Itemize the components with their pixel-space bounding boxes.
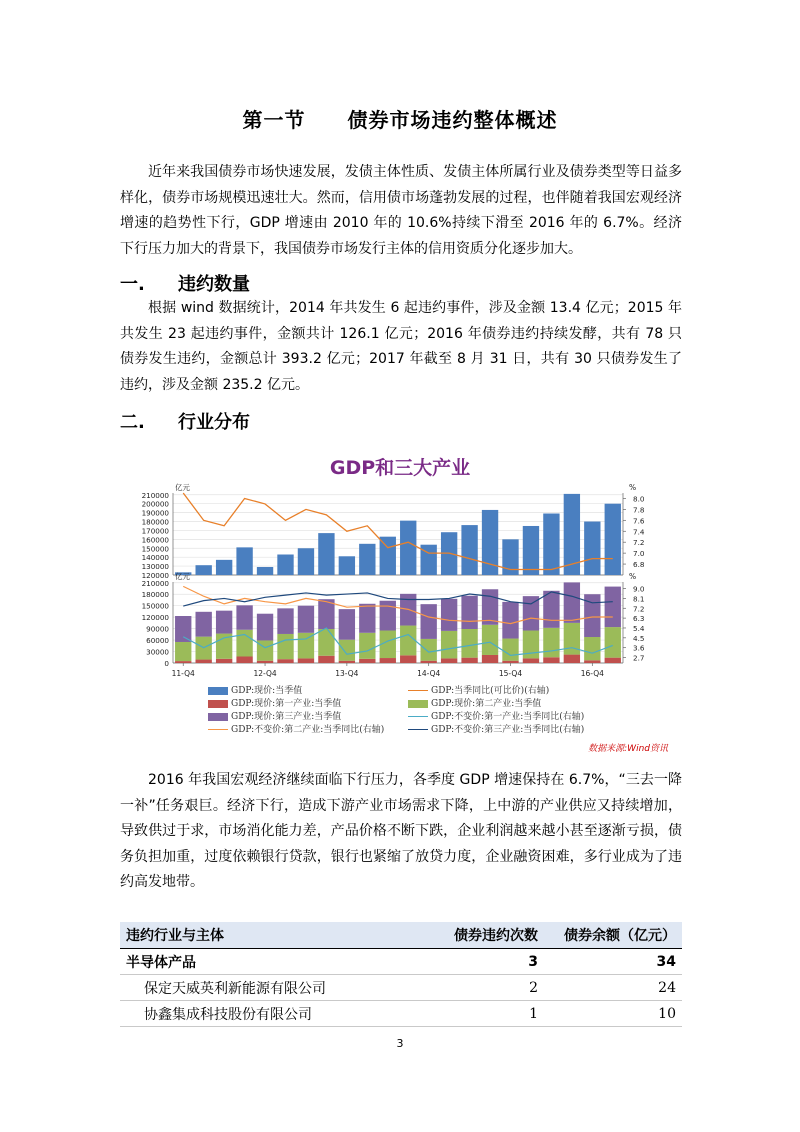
y-right-unit-label: %: [629, 572, 637, 581]
y-tick-label: 130000: [141, 562, 169, 572]
y-right-tick-label: 7.8: [633, 505, 645, 515]
bar-tertiary: [359, 604, 375, 633]
bar-tertiary: [216, 611, 232, 634]
x-tick-label: 11-Q4: [171, 669, 195, 678]
y-right-tick-label: 4.5: [633, 633, 645, 643]
legend-item: [408, 722, 584, 735]
y-tick-label: 210000: [141, 578, 169, 588]
bar-secondary: [543, 628, 559, 657]
x-tick-label: 16-Q4: [580, 669, 604, 678]
table-row: [120, 1001, 682, 1027]
y-tick-label: 160000: [141, 535, 169, 545]
bar-tertiary: [461, 596, 477, 629]
issuer-name: 保定天威英利新能源有限公司: [120, 975, 436, 1001]
bar-tertiary: [236, 605, 252, 629]
legend-item: [408, 709, 584, 722]
y-tick-label: 180000: [141, 517, 169, 527]
y-right-tick-label: 6.8: [633, 560, 645, 570]
legend-swatch: [208, 700, 228, 708]
bar-primary: [421, 661, 437, 663]
y-right-tick-label: 5.4: [633, 623, 645, 633]
bar-gdp: [318, 533, 334, 575]
bar-secondary: [400, 626, 416, 656]
heading-text: 违约数量: [178, 274, 250, 295]
legend-label: GDP:不变价:第一产业:当季同比(右轴): [431, 712, 585, 722]
bar-primary: [236, 657, 252, 663]
bar-tertiary: [380, 601, 396, 631]
legend-swatch: [408, 700, 428, 708]
default-count: 3: [436, 949, 544, 975]
bar-gdp: [277, 555, 293, 576]
bar-gdp: [196, 565, 212, 575]
chart-svg: [118, 445, 682, 685]
bar-tertiary: [543, 591, 559, 628]
bar-primary: [584, 660, 600, 663]
bar-primary: [523, 658, 539, 663]
bar-tertiary: [298, 606, 314, 633]
y-tick-label: 150000: [141, 544, 169, 554]
intro-paragraph: 近年来我国债券市场快速发展，发债主体性质、发债主体所属行业及债券类型等日益多样化，债券市场规模迅速壮大。然而，信用债市场蓬勃发展的过程，也伴随着我国宏观经济增速的趋势性下行，GDP 增速由 2010 年的 10.6%持续下滑至 2016 年的 6.7%。经济下行压力加大的背景下，我国债券市场发行主体的信用资质分化逐步加大。: [120, 164, 682, 257]
x-tick-label: 13-Q4: [335, 669, 359, 678]
bar-tertiary: [175, 616, 191, 642]
heading-industry-distribution: [120, 408, 250, 434]
bar-tertiary: [564, 582, 580, 623]
legend-label: GDP:现价:第三产业:当季值: [231, 712, 342, 722]
y-right-unit-label: %: [629, 483, 637, 492]
table-header-row: [120, 922, 682, 949]
section-title: 第一节 债券市场违约整体概述: [242, 108, 558, 132]
bar-tertiary: [339, 609, 355, 640]
y-right-tick-label: 2.7: [633, 653, 645, 663]
y-tick-label: 120000: [141, 571, 169, 580]
bar-secondary: [359, 633, 375, 659]
y-tick-label: 170000: [141, 526, 169, 536]
bar-secondary: [584, 637, 600, 660]
bar-primary: [257, 661, 273, 663]
bar-secondary: [421, 639, 437, 661]
bar-secondary: [318, 629, 334, 656]
bar-gdp: [400, 521, 416, 575]
bar-primary: [359, 659, 375, 663]
bar-secondary: [482, 625, 498, 655]
bar-secondary: [441, 631, 457, 659]
y-tick-label: 190000: [141, 508, 169, 518]
bar-primary: [461, 658, 477, 663]
y-right-tick-label: 8.0: [633, 494, 645, 504]
page-number: 3: [396, 1037, 404, 1050]
table-header: 债券余额（亿元）: [544, 922, 682, 949]
default-count: 1: [436, 1001, 544, 1027]
legend-swatch: [408, 690, 428, 691]
bar-primary: [564, 655, 580, 663]
macro-paragraph: 2016 年我国宏观经济继续面临下行压力，各季度 GDP 增速保持在 6.7%，“三去一降一补”任务艰巨。经济下行，造成下游产业市场需求下降，上中游的产业供应又持续增加，导致供过于求，市场消化能力差，产品价格不断下跌，企业利润越来越小甚至逐渐亏损，债务负担加重，过度依赖银行贷款，银行也紧缩了放贷力度，企业融资困难，多行业成为了违约高发地带。: [120, 772, 682, 890]
bar-tertiary: [421, 604, 437, 639]
bar-primary: [380, 658, 396, 663]
gdp-chart: [118, 445, 682, 765]
table-header: 违约行业与主体: [120, 922, 436, 949]
bar-secondary: [339, 640, 355, 661]
y-right-tick-label: 8.1: [633, 594, 645, 604]
legend-swatch: [208, 713, 228, 721]
y-tick-label: 210000: [141, 490, 169, 500]
bar-gdp: [257, 567, 273, 575]
table-row: [120, 975, 682, 1001]
legend-label: GDP:现价:当季值: [231, 686, 303, 696]
bar-primary: [196, 660, 212, 663]
bar-secondary: [605, 627, 621, 658]
legend-swatch: [208, 687, 228, 695]
bar-primary: [277, 659, 293, 663]
bar-gdp: [216, 560, 232, 575]
x-tick-label: 12-Q4: [253, 669, 277, 678]
bar-primary: [318, 656, 334, 663]
legend-item: [208, 683, 302, 696]
bar-tertiary: [277, 608, 293, 634]
bar-gdp: [236, 547, 252, 575]
legend-item: [208, 722, 384, 735]
bar-primary: [175, 661, 191, 663]
heading-number: 一.: [120, 274, 145, 295]
y-right-tick-label: 3.6: [633, 643, 645, 653]
y-right-tick-label: 7.2: [633, 538, 645, 548]
y-tick-label: 180000: [141, 590, 169, 600]
legend-item: [208, 696, 341, 709]
bar-gdp: [543, 514, 559, 576]
legend-label: GDP:现价:第二产业:当季值: [431, 699, 542, 709]
bond-balance: 24: [544, 975, 682, 1001]
bar-gdp: [523, 526, 539, 575]
default-count: 2: [436, 975, 544, 1001]
heading-violation-count: [120, 270, 250, 296]
bar-secondary: [502, 639, 518, 661]
y-tick-label: 0: [164, 659, 169, 668]
bar-tertiary: [196, 612, 212, 637]
bar-tertiary: [502, 602, 518, 639]
bar-secondary: [461, 629, 477, 658]
y-tick-label: 90000: [146, 624, 169, 634]
y-tick-label: 140000: [141, 553, 169, 563]
legend-item: [408, 696, 541, 709]
legend-item: [408, 683, 549, 696]
table-row: [120, 949, 682, 975]
bar-secondary: [277, 634, 293, 659]
y-right-tick-label: 7.2: [633, 604, 645, 614]
legend-label: GDP:不变价:第二产业:当季同比(右轴): [231, 725, 385, 735]
bar-primary: [216, 659, 232, 663]
violation-count-paragraph: 根据 wind 数据统计，2014 年共发生 6 起违约事件，涉及金额 13.4 亿元；2015 年共发生 23 起违约事件，金额共计 126.1 亿元；2016 年债券违约持续发酵，共有 78 只债券发生违约，金额总计 393.2 亿元；2017 年截至 8 月 31 日，共有 30 只债券发生了违约，涉及金额 235.2 亿元。: [120, 300, 682, 393]
bar-primary: [605, 658, 621, 663]
industry-name: 半导体产品: [120, 949, 436, 975]
bar-primary: [339, 661, 355, 663]
y-right-tick-label: 7.0: [633, 549, 645, 559]
y-tick-label: 200000: [141, 499, 169, 509]
y-right-tick-label: 9.0: [633, 584, 645, 594]
legend-swatch: [408, 716, 428, 717]
table-header: 债券违约次数: [436, 922, 544, 949]
y-right-tick-label: 6.3: [633, 614, 645, 624]
chart-title: GDP和三大产业: [329, 457, 471, 479]
bar-secondary: [175, 642, 191, 661]
y-tick-label: 30000: [146, 647, 169, 657]
heading-text: 行业分布: [178, 412, 250, 433]
x-tick-label: 15-Q4: [498, 669, 523, 678]
y-unit-label: 亿元: [175, 483, 190, 492]
bar-secondary: [564, 623, 580, 655]
bar-gdp: [584, 522, 600, 575]
y-tick-label: 120000: [141, 613, 169, 623]
legend-label: GDP:当季同比(可比价)(右轴): [431, 686, 550, 696]
y-unit-label: 亿元: [175, 572, 190, 581]
bar-primary: [441, 658, 457, 663]
x-tick-label: 14-Q4: [417, 669, 441, 678]
chart-source: 数据来源:Wind资讯: [588, 744, 668, 754]
bar-gdp: [421, 545, 437, 575]
bar-secondary: [236, 630, 252, 657]
legend-swatch: [208, 729, 228, 730]
bar-tertiary: [482, 589, 498, 625]
bond-balance: 10: [544, 1001, 682, 1027]
bar-secondary: [298, 633, 314, 659]
legend-label: GDP:现价:第一产业:当季值: [231, 699, 342, 709]
bar-primary: [502, 661, 518, 663]
y-right-tick-label: 7.6: [633, 516, 645, 526]
bar-tertiary: [441, 599, 457, 631]
default-industry-table: [120, 922, 682, 1027]
bar-gdp: [359, 544, 375, 575]
y-right-tick-label: 7.4: [633, 527, 645, 537]
bar-tertiary: [605, 587, 621, 628]
heading-number: 二.: [120, 412, 145, 433]
legend-swatch: [408, 729, 428, 730]
issuer-name: 协鑫集成科技股份有限公司: [120, 1001, 436, 1027]
bond-balance: 34: [544, 949, 682, 975]
legend-label: GDP:不变价:第三产业:当季同比(右轴): [431, 725, 585, 735]
legend-item: [208, 709, 341, 722]
y-tick-label: 150000: [141, 601, 169, 611]
bar-primary: [482, 655, 498, 663]
bar-primary: [298, 658, 314, 663]
bar-gdp: [298, 548, 314, 575]
bar-tertiary: [523, 596, 539, 630]
bar-gdp: [605, 504, 621, 575]
bar-gdp: [461, 525, 477, 575]
bar-tertiary: [257, 614, 273, 641]
bar-primary: [543, 657, 559, 663]
bar-gdp: [339, 556, 355, 575]
bar-primary: [400, 655, 416, 663]
y-tick-label: 60000: [146, 636, 169, 646]
